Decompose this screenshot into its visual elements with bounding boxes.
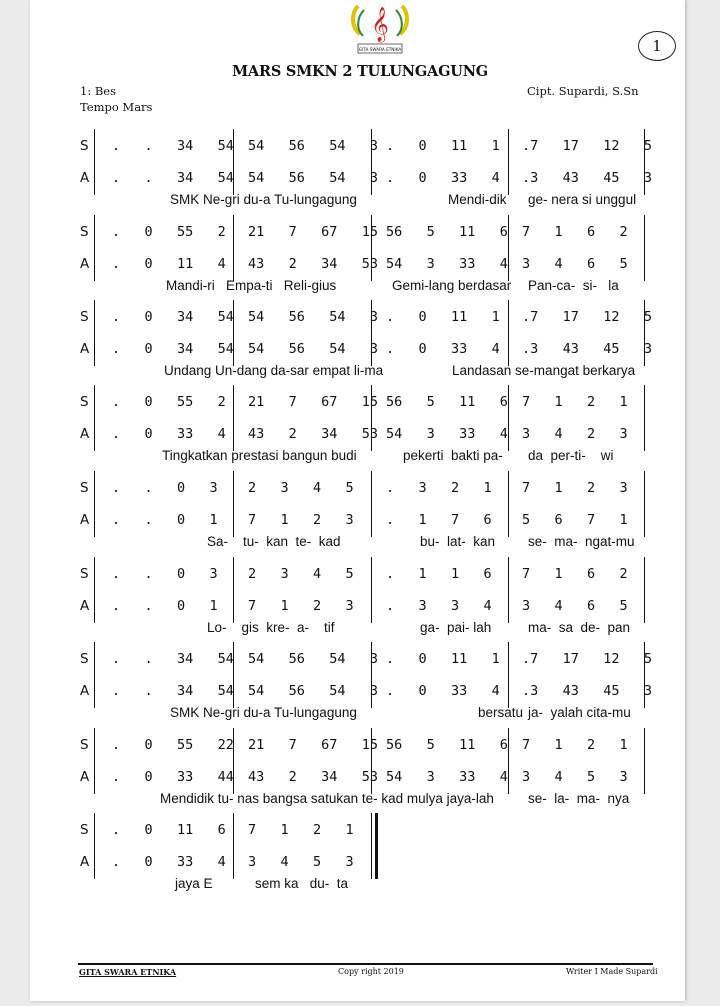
soprano-measure: .7 17 12 5 [522,651,653,667]
alto-measure: . 3 3 4 [386,598,492,614]
footer-right: Writer I Made Supardi [566,967,658,976]
barline [94,813,95,879]
barline [94,385,95,451]
soprano-measure: 7 1 2 3 [522,480,628,496]
barline [508,557,509,623]
lyric-line: Undang Un-dang da-sar empat li-ma [164,363,384,378]
part-label-soprano: S [80,651,89,667]
soprano-measure: . 0 11 1 [386,309,500,325]
barline [508,215,509,281]
soprano-measure: 56 5 11 6 [386,394,508,410]
part-label-soprano: S [80,822,89,838]
alto-measure: 3 4 6 5 [522,256,628,272]
part-label-alto: A [80,598,90,614]
lyric-line: Sa- tu- kan te- kad [207,534,341,549]
lyric-line: Tingkatkan prestasi bangun budi [162,448,357,463]
alto-measure: 54 56 54 3 [248,341,379,357]
part-label-soprano: S [80,224,89,240]
lyric-line: ja- yalah cita-mu [528,705,631,720]
footer-rule [78,963,653,965]
soprano-measure: 7 1 6 2 [522,566,628,582]
alto-measure: .3 43 45 3 [522,170,653,186]
barline [644,385,645,451]
footer-left: GITA SWARA ETNIKA [79,967,177,977]
soprano-measure: 7 1 2 1 [248,822,354,838]
barline [508,129,509,195]
barline [94,728,95,794]
soprano-measure: . . 0 3 [112,566,218,582]
alto-measure: 54 56 54 3 [248,683,379,699]
soprano-measure: 54 56 54 3 [248,138,379,154]
logo-text: GITA SWARA ETNIKA [358,47,402,52]
barline [233,557,234,623]
part-label-alto: A [80,170,90,186]
alto-measure: 3 4 5 3 [522,769,628,785]
alto-measure: . . 34 54 [112,170,234,186]
barline [508,642,509,708]
soprano-measure: 7 1 2 1 [522,394,628,410]
gita-swara-etnika-logo [338,0,422,62]
alto-measure: . 0 33 4 [112,854,226,870]
alto-measure: 54 3 33 4 [386,256,508,272]
alto-measure: .3 43 45 3 [522,683,653,699]
soprano-measure: 56 5 11 6 [386,224,508,240]
tempo: Tempo Mars [80,100,153,114]
song-title: MARS SMKN 2 TULUNGAGUNG [232,63,488,80]
lyric-line: bersatu [478,705,524,720]
part-label-alto: A [80,512,90,528]
barline [508,385,509,451]
part-label-alto: A [80,769,90,785]
soprano-measure: 7 1 2 1 [522,737,628,753]
lyric-line: SMK Ne-gri du-a Tu-lungagung [170,192,357,207]
alto-measure: . 0 11 4 [112,256,226,272]
barline [233,471,234,537]
soprano-measure: . . 34 54 [112,138,234,154]
part-label-soprano: S [80,138,89,154]
lyric-line: ma- sa de- pan [528,620,631,635]
barline [375,813,378,879]
soprano-measure: . 0 11 1 [386,651,500,667]
alto-measure: . 0 34 54 [112,341,234,357]
part-label-soprano: S [80,394,89,410]
lyric-line: jaya E [175,876,213,891]
part-label-alto: A [80,256,90,272]
soprano-measure: . . 0 3 [112,480,218,496]
alto-measure: . 0 33 4 [386,170,500,186]
barline [508,728,509,794]
alto-measure: .3 43 45 3 [522,341,653,357]
lyric-line: Landasan se-mangat berkarya [452,363,636,378]
soprano-measure: .7 17 12 5 [522,138,653,154]
alto-measure: . 0 33 4 [386,683,500,699]
soprano-measure: .7 17 12 5 [522,309,653,325]
lyric-line: Lo- gis kre- a- tif [207,620,335,635]
lyric-line: se- ma- ngat-mu [528,534,635,549]
alto-measure: . 1 7 6 [386,512,492,528]
alto-measure: 43 2 34 53 [248,769,379,785]
alto-measure: . . 0 1 [112,512,218,528]
soprano-measure: . 0 55 2 [112,394,226,410]
part-label-alto: A [80,341,90,357]
barline [233,813,234,879]
lyric-line: ge- nera si unggul [528,192,637,207]
barline [371,471,372,537]
soprano-measure: . 0 11 6 [112,822,226,838]
alto-measure: . 0 33 4 [386,341,500,357]
alto-measure: . 0 33 44 [112,769,234,785]
soprano-measure: 56 5 11 6 [386,737,508,753]
part-label-soprano: S [80,737,89,753]
barline [233,215,234,281]
barline [508,471,509,537]
lyric-line: bu- lat- kan [420,534,496,549]
lyric-line: ga- pai- lah [420,620,492,635]
part-label-soprano: S [80,309,89,325]
alto-measure: . 0 33 4 [112,426,226,442]
page-number: 1 [638,31,676,61]
barline [644,215,645,281]
alto-measure: 3 4 5 3 [248,854,354,870]
part-label-soprano: S [80,566,89,582]
barline [94,300,95,366]
soprano-measure: 21 7 67 15 [248,224,379,240]
part-label-alto: A [80,426,90,442]
lyric-line: SMK Ne-gri du-a Tu-lungagung [170,705,357,720]
lyric-line: Mendidik tu- nas bangsa satukan te- kad mulya jaya-lah [160,791,494,806]
barline [94,642,95,708]
soprano-measure: . 0 34 54 [112,309,234,325]
part-label-alto: A [80,683,90,699]
lyric-line: pekerti bakti pa- [403,448,503,463]
alto-measure: 43 2 34 53 [248,256,379,272]
soprano-measure: . 0 11 1 [386,138,500,154]
alto-measure: 5 6 7 1 [522,512,628,528]
barline [94,129,95,195]
composer: Cipt. Supardi, S.Sn [527,84,639,98]
soprano-measure: 2 3 4 5 [248,480,354,496]
barline [644,557,645,623]
lyric-line: se- la- ma- nya [528,791,630,806]
barline [94,557,95,623]
lyric-line: Mandi-ri Empa-ti Reli-gius [166,278,337,293]
alto-measure: 3 4 6 5 [522,598,628,614]
alto-measure: 7 1 2 3 [248,598,354,614]
alto-measure: 3 4 2 3 [522,426,628,442]
barline [371,557,372,623]
key-signature: 1: Bes [80,84,117,98]
part-label-soprano: S [80,480,89,496]
lyric-line: Pan-ca- si- la [528,278,619,293]
alto-measure: 54 56 54 3 [248,170,379,186]
barline [94,471,95,537]
soprano-measure: . . 34 54 [112,651,234,667]
lyric-line: Gemi-lang berdasar [392,278,512,293]
barline [371,813,372,879]
barline [233,385,234,451]
soprano-measure: 21 7 67 15 [248,394,379,410]
barline [508,300,509,366]
soprano-measure: 21 7 67 15 [248,737,379,753]
soprano-measure: . 1 1 6 [386,566,492,582]
barline [644,471,645,537]
soprano-measure: 7 1 6 2 [522,224,628,240]
barline [94,215,95,281]
soprano-measure: 2 3 4 5 [248,566,354,582]
soprano-measure: . 0 55 2 [112,224,226,240]
alto-measure: . . 0 1 [112,598,218,614]
lyric-line: da per-ti- wi [528,448,614,463]
soprano-measure: . 0 55 22 [112,737,234,753]
alto-measure: 54 3 33 4 [386,769,508,785]
barline [644,728,645,794]
soprano-measure: 54 56 54 3 [248,309,379,325]
alto-measure: 54 3 33 4 [386,426,508,442]
soprano-measure: 54 56 54 3 [248,651,379,667]
lyric-line: sem ka du- ta [255,876,349,891]
footer-center: Copy right 2019 [338,967,404,976]
alto-measure: 43 2 34 53 [248,426,379,442]
lyric-line: Mendi-dik [448,192,507,207]
svg-text:𝄞: 𝄞 [371,7,389,42]
part-label-alto: A [80,854,90,870]
alto-measure: . . 34 54 [112,683,234,699]
soprano-measure: . 3 2 1 [386,480,492,496]
alto-measure: 7 1 2 3 [248,512,354,528]
